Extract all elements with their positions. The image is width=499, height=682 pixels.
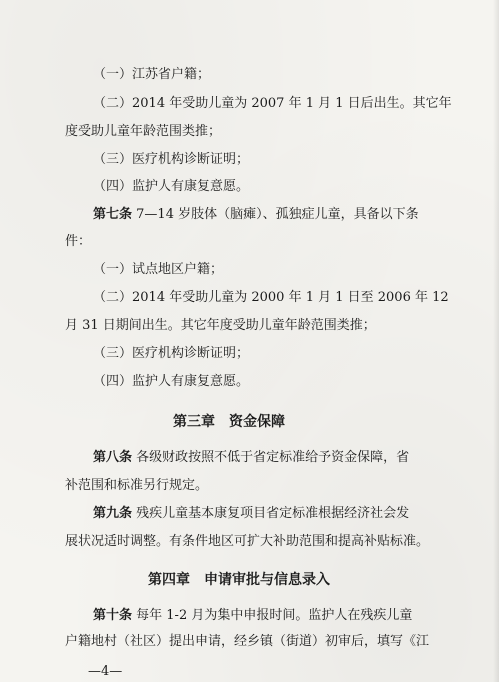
text-line: （二）2014 年受助儿童为 2000 年 1 月 1 日至 2006 年 12 xyxy=(93,290,449,305)
article-line xyxy=(93,506,409,522)
article-text: 7—14 岁肢体（脑瘫）、孤独症儿童，具备以下条 xyxy=(136,207,419,222)
page-edge-shadow xyxy=(493,0,499,682)
chapter-heading: 第三章 资金保障 xyxy=(173,414,285,430)
article-text: 各级财政按照不低于省定标准给予资金保障，省 xyxy=(136,450,410,465)
text-line: 补范围和标准另行规定。 xyxy=(65,478,209,493)
text-line: （三）医疗机构诊断证明； xyxy=(93,346,250,361)
article-line xyxy=(93,608,412,624)
page-number: —4— xyxy=(88,664,123,679)
article-number: 第九条 xyxy=(93,506,133,521)
text-line: 度受助儿童年龄范围类推； xyxy=(65,124,222,139)
article-text: 残疾儿童基本康复项目省定标准根据经济社会发 xyxy=(136,506,410,521)
chapter-heading: 第四章 申请审批与信息录入 xyxy=(148,572,330,588)
article-line xyxy=(93,450,409,466)
article-line xyxy=(93,207,419,223)
text-line: （三）医疗机构诊断证明； xyxy=(93,152,250,167)
text-line: （四）监护人有康复意愿。 xyxy=(93,179,250,194)
text-line: 件： xyxy=(65,234,92,249)
article-number: 第七条 xyxy=(93,207,133,222)
text-line: （一）江苏省户籍； xyxy=(93,67,211,82)
text-line: （二）2014 年受助儿童为 2007 年 1 月 1 日后出生。其它年 xyxy=(93,96,452,111)
text-line: 展状况适时调整。有条件地区可扩大补助范围和提高补贴标准。 xyxy=(65,534,430,549)
article-number: 第八条 xyxy=(93,450,133,465)
text-line: 户籍地村（社区）提出申请，经乡镇（街道）初审后，填写《江 xyxy=(65,634,430,649)
article-number: 第十条 xyxy=(93,608,133,623)
article-text: 每年 1-2 月为集中申报时间。监护人在残疾儿童 xyxy=(136,608,413,623)
text-line: 月 31 日期间出生。其它年度受助儿童年龄范围类推； xyxy=(65,318,376,333)
text-line: （四）监护人有康复意愿。 xyxy=(93,374,250,389)
text-line: （一）试点地区户籍； xyxy=(93,262,224,277)
